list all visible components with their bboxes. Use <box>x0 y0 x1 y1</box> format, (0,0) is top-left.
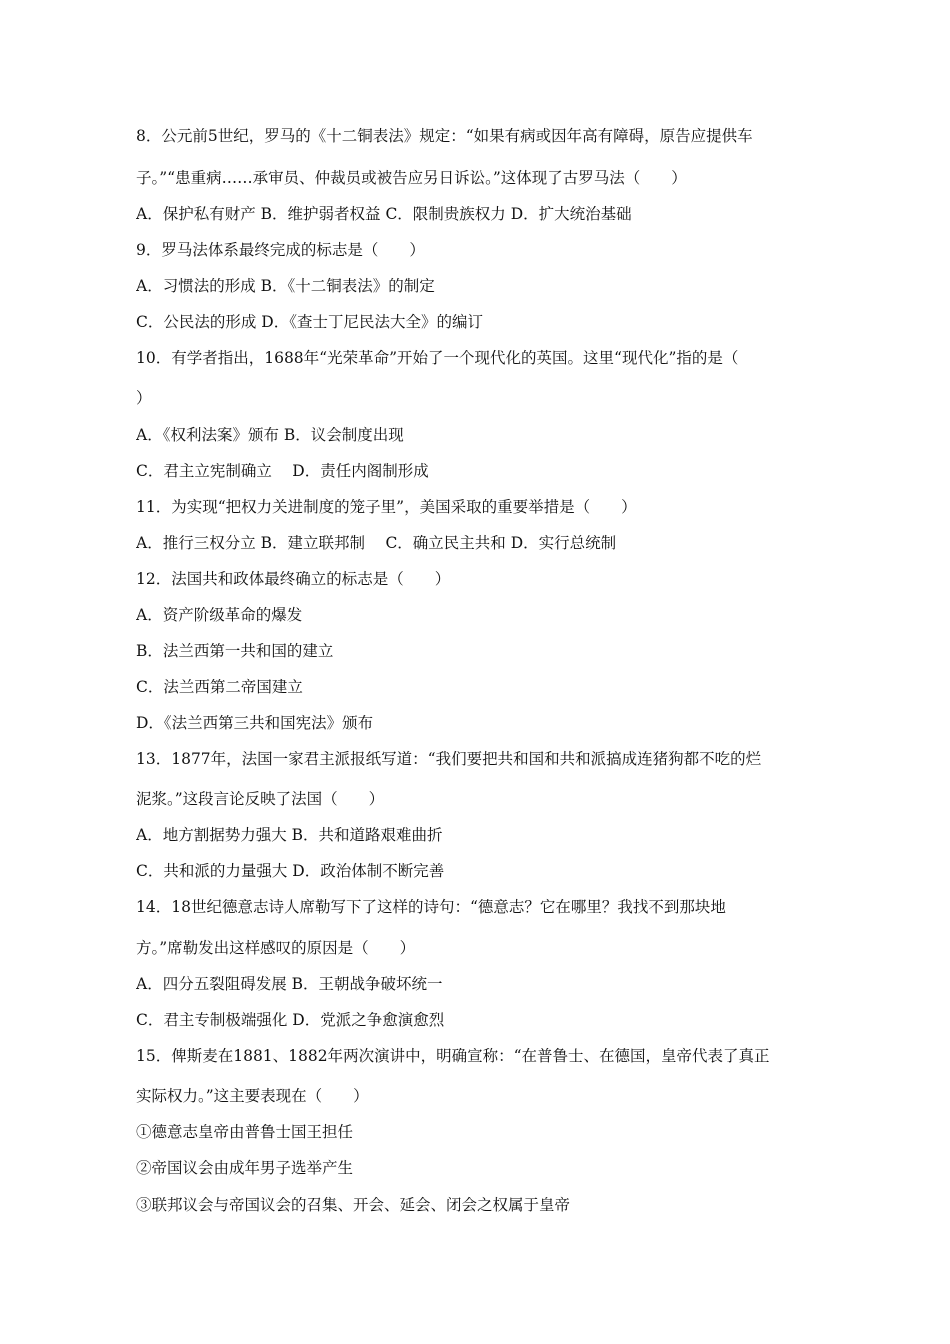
q10-stem-line-2: ） <box>136 389 152 407</box>
q11-options: A．推行三权分立 B．建立联邦制 C．确立民主共和 D．实行总统制 <box>136 534 617 552</box>
q9-options-cd: C．公民法的形成 D．《查士丁尼民法大全》的编订 <box>136 313 483 331</box>
q8-stem-line-1: 8．公元前5世纪，罗马的《十二铜表法》规定：“如果有病或因年高有障碍，原告应提供车 <box>136 127 753 145</box>
q15-item-2: ②帝国议会由成年男子选举产生 <box>136 1159 354 1177</box>
q15-item-3: ③联邦议会与帝国议会的召集、开会、延会、闭会之权属于皇帝 <box>136 1196 571 1214</box>
q13-options-ab: A．地方割据势力强大 B．共和道路艰难曲折 <box>136 826 443 844</box>
q8-stem-line-2: 子。”“患重病……承审员、仲裁员或被告应另日诉讼。”这体现了古罗马法（ ） <box>136 169 687 187</box>
q10-options-ab: A．《权利法案》颁布 B．议会制度出现 <box>136 426 404 444</box>
q12-stem: 12．法国共和政体最终确立的标志是（ ） <box>136 570 451 588</box>
q12-option-b: B．法兰西第一共和国的建立 <box>136 642 334 660</box>
q12-option-a: A．资产阶级革命的爆发 <box>136 606 303 624</box>
q14-options-ab: A．四分五裂阻碍发展 B．王朝战争破坏统一 <box>136 975 443 993</box>
q13-options-cd: C．共和派的力量强大 D．政治体制不断完善 <box>136 862 445 880</box>
q15-stem-line-1: 15．俾斯麦在1881、1882年两次演讲中，明确宣称：“在普鲁士、在德国，皇帝代表了真正 <box>136 1047 770 1065</box>
q8-options: A．保护私有财产 B．维护弱者权益 C．限制贵族权力 D．扩大统治基础 <box>136 205 632 223</box>
q14-stem-line-1: 14．18世纪德意志诗人席勒写下了这样的诗句：“德意志？它在哪里？我找不到那块地 <box>136 898 726 916</box>
q15-stem-line-2: 实际权力。”这主要表现在（ ） <box>136 1087 369 1105</box>
q14-stem-line-2: 方。”席勒发出这样感叹的原因是（ ） <box>136 939 416 957</box>
q12-option-c: C．法兰西第二帝国建立 <box>136 678 303 696</box>
q12-option-d: D．《法兰西第三共和国宪法》颁布 <box>136 714 374 732</box>
q9-stem: 9．罗马法体系最终完成的标志是（ ） <box>136 241 425 259</box>
q13-stem-line-1: 13．1877年，法国一家君主派报纸写道：“我们要把共和国和共和派搞成连猪狗都不吃的烂 <box>136 750 762 768</box>
q9-options-ab: A．习惯法的形成 B．《十二铜表法》的制定 <box>136 277 435 295</box>
q14-options-cd: C．君主专制极端强化 D．党派之争愈演愈烈 <box>136 1011 445 1029</box>
q11-stem: 11．为实现“把权力关进制度的笼子里”，美国采取的重要举措是（ ） <box>136 498 637 516</box>
q15-item-1: ①德意志皇帝由普鲁士国王担任 <box>136 1123 354 1141</box>
q13-stem-line-2: 泥浆。”这段言论反映了法国（ ） <box>136 790 385 808</box>
q10-stem-line-1: 10．有学者指出，1688年“光荣革命”开始了一个现代化的英国。这里“现代化”指的是（ <box>136 349 739 367</box>
q10-options-cd: C．君主立宪制确立 D．责任内阁制形成 <box>136 462 429 480</box>
